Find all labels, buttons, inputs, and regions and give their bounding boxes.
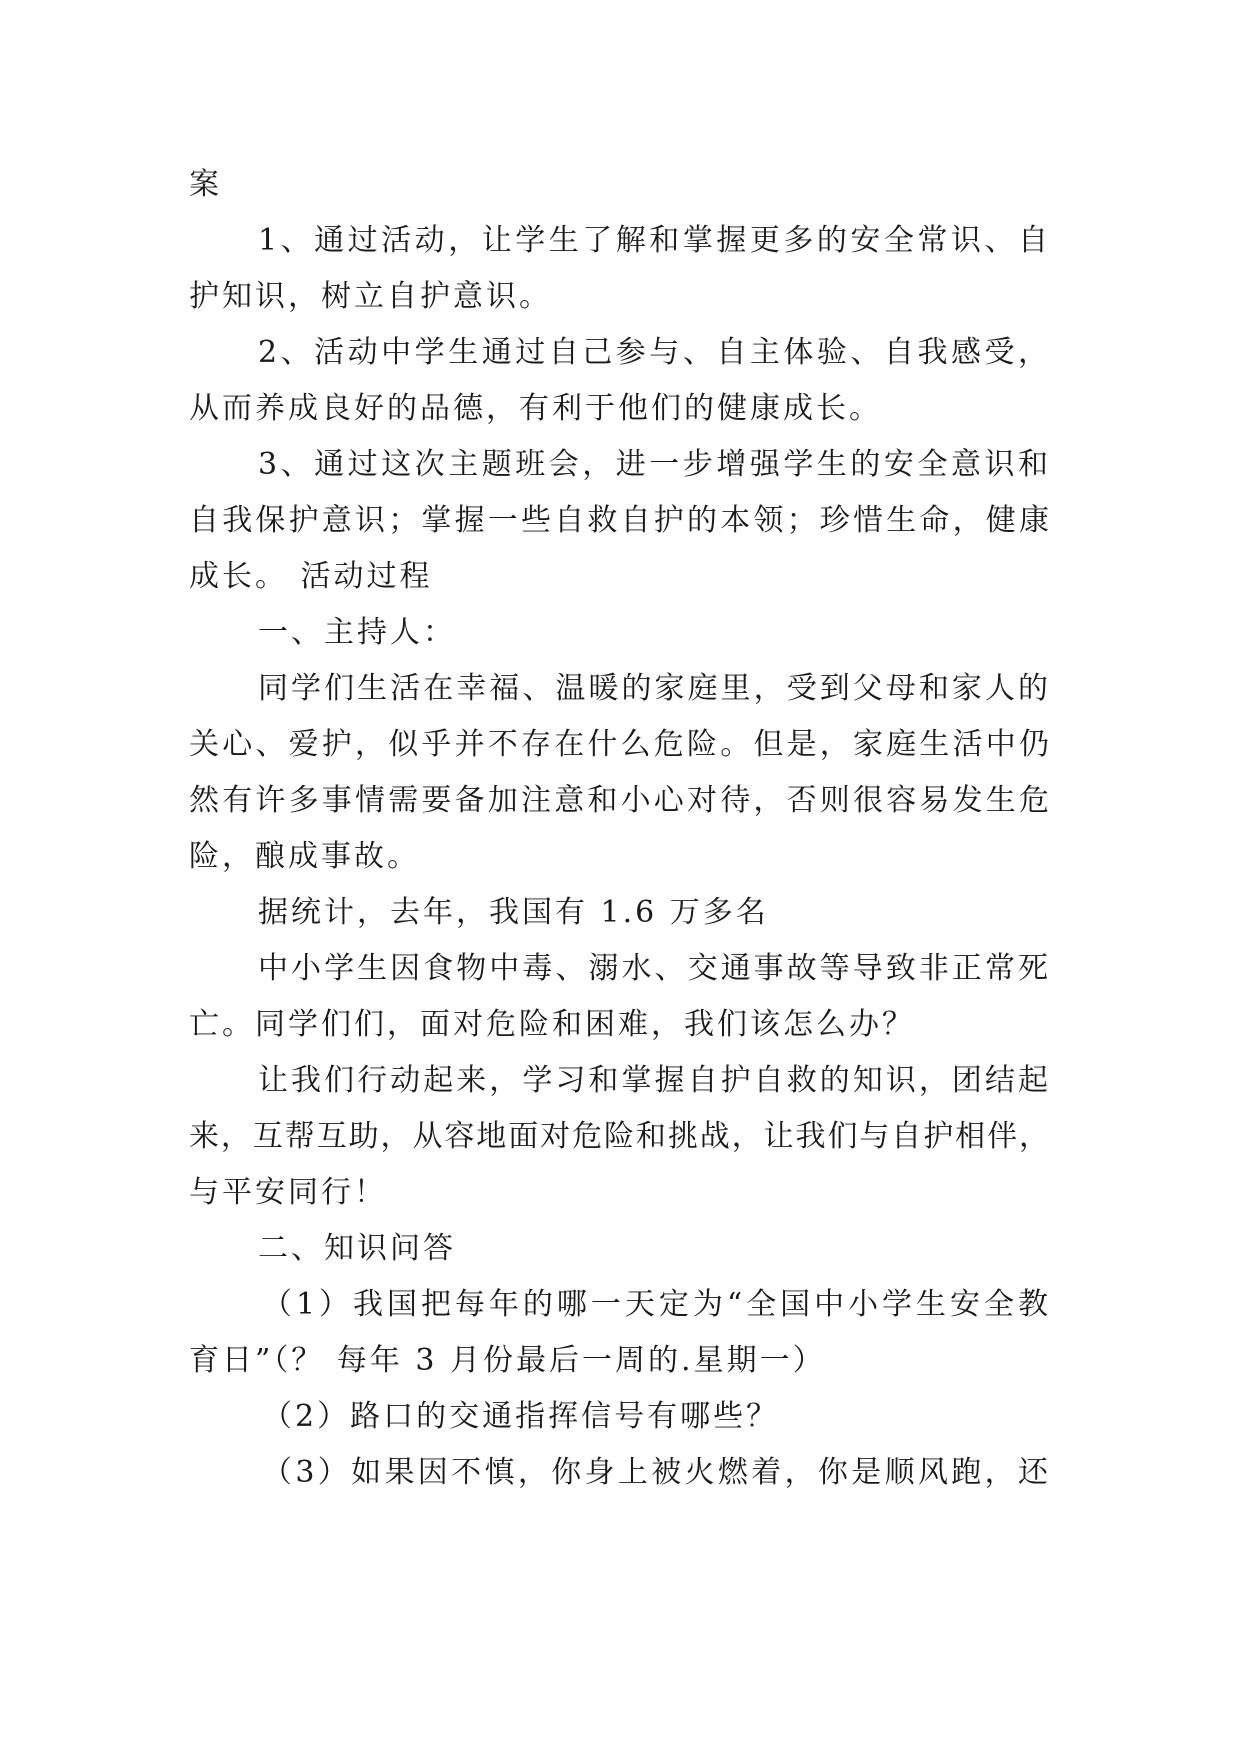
- text-line: 让我们行动起来，学习和掌握自护自救的知识，团结起: [258, 1063, 1048, 1098]
- text-line: 然有许多事情需要备加注意和小心对待，否则很容易发生危: [189, 783, 1049, 818]
- text-line: 护知识，树立自护意识。: [189, 279, 552, 314]
- question-line: （3）如果因不慎，你身上被火燃着，你是顺风跑，还: [262, 1455, 1048, 1490]
- text-line: 案: [189, 167, 222, 202]
- text-line: 关心、爱护，似乎并不存在什么危险。但是，家庭生活中仍: [189, 727, 1049, 762]
- question-line: （2）路口的交通指挥信号有哪些？: [262, 1399, 780, 1434]
- question-line: （1）我国把每年的哪一天定为“全国中小学生安全教: [262, 1287, 1048, 1322]
- question-line: 育日”（？ 每年 3 月份最后一周的.星期一）: [189, 1343, 826, 1378]
- section-heading: 一、主持人：: [258, 615, 456, 650]
- text-line: 成长。 活动过程: [189, 559, 433, 594]
- text-line: 险，酿成事故。: [189, 839, 420, 874]
- text-line: 据统计，去年，我国有 1.6 万多名: [258, 895, 769, 930]
- text-line: 自我保护意识；掌握一些自救自护的本领；珍惜生命，健康: [189, 503, 1049, 538]
- text-line: 来，互帮互助，从容地面对危险和挑战，让我们与自护相伴，: [189, 1119, 1049, 1154]
- text-line: 亡。同学们们，面对危险和困难，我们该怎么办？: [189, 1007, 915, 1042]
- section-heading: 二、知识问答: [258, 1231, 456, 1266]
- text-line: 与平安同行！: [189, 1175, 387, 1210]
- text-line: 中小学生因食物中毒、溺水、交通事故等导致非正常死: [258, 951, 1048, 986]
- text-line: 3、通过这次主题班会，进一步增强学生的安全意识和: [258, 447, 1048, 482]
- text-line: 2、活动中学生通过自己参与、自主体验、自我感受，: [258, 335, 1048, 370]
- text-line: 1、通过活动，让学生了解和掌握更多的安全常识、自: [258, 223, 1048, 258]
- text-line: 同学们生活在幸福、温暖的家庭里，受到父母和家人的: [258, 671, 1048, 706]
- text-line: 从而养成良好的品德，有利于他们的健康成长。: [189, 391, 882, 426]
